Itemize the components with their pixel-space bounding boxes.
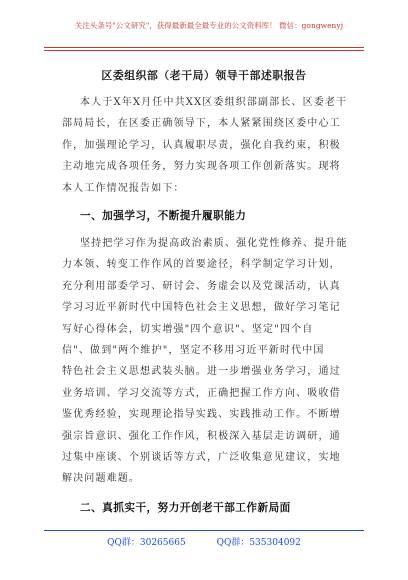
section-heading-1: 一、加强学习，不断提升履职能力 [80,210,247,222]
intro-paragraph [62,92,360,199]
body-line: 充分利用部委学习、研讨会、务虚会以及党课活动，认真 [62,280,341,292]
header-divider [44,47,364,48]
document-title: 区委组织部（老干局）领导干部述职报告 [101,69,307,82]
body-line: 力本领、转变工作作风的首要途径，科学制定学习计划， [62,259,341,271]
body-line: 坚持把学习作为提高政治素质、强化党性修养、提升能 [80,238,348,249]
body-line: 强宗旨意识、强化工作作风，积极深入基层走访调研，通 [62,430,341,442]
header-banner: 关注头条号"公文研究"，获得最新最全最专业的公文资料库！ 微信：gongwenyj [74,21,344,30]
footer-qq-group-2: QQ群：535304092 [216,538,301,548]
body-line: 鉴优秀经验，实现理论指导实践、实践推动工作。不断增 [62,409,341,421]
intro-line: 主动地完成各项任务，努力实现各项工作创新落实。现将 [62,161,341,173]
body-line: 过集中座谈、个别谈话等方式，广泛收集意见建议，实地 [62,451,341,463]
section-1-paragraph [62,233,360,490]
footer-qq-group-1: QQ群：30265665 [107,538,186,548]
body-line: 写好心得体会，切实增强"四个意识"、坚定"四个自 [62,323,314,335]
intro-line: 本人于X年X月任中共XX区委组织部副部长、区委老干 [80,97,348,108]
body-line: 业务培训、学习交流等方式，正确把握工作方向、吸收借 [62,387,341,399]
intro-line: 作，加强理论学习，认真履职尽责，强化自我约束，积极 [62,139,341,151]
body-line: 学习习近平新时代中国特色社会主义思想，做好学习笔记 [62,302,341,314]
header-divider-thin [44,50,364,51]
footer-contact [44,535,364,548]
section-heading-2: 二、真抓实干，努力开创老干部工作新局面 [80,502,291,514]
body-line: 解决问题难题。 [62,473,141,485]
body-line: 特色社会主义思想武装头脑。进一步增强业务学习，通过 [62,366,341,378]
body-line: 信"、做到"两个维护"，坚定不移用习近平新时代中国 [62,344,325,356]
footer-divider [44,530,364,531]
intro-line: 部局局长，在区委正确领导下，本人紧紧围绕区委中心工 [62,118,341,130]
intro-line: 本人工作情况报告如下： [62,182,185,194]
